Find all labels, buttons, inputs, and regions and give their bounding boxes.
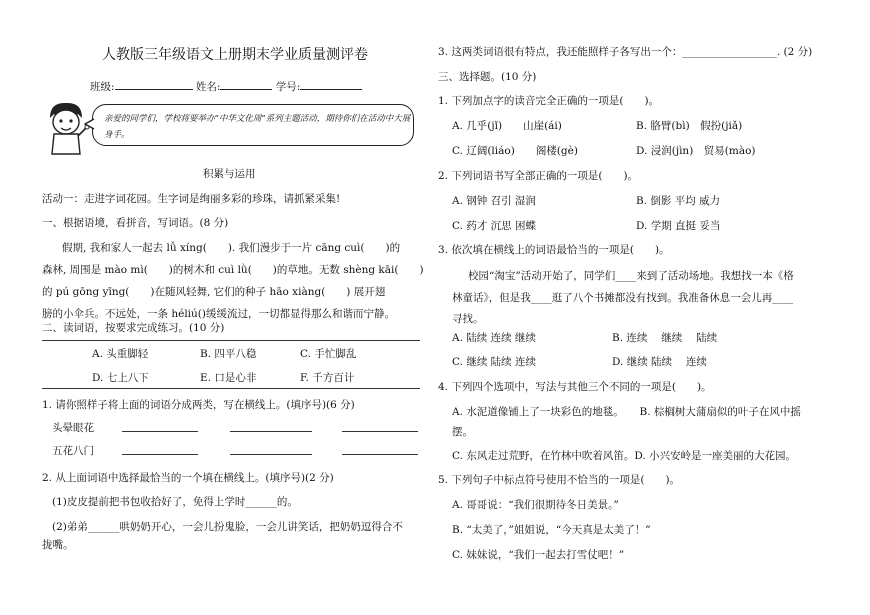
answer-line[interactable] (122, 431, 198, 432)
option-c: C. 手忙脚乱 (300, 348, 357, 360)
part-2-q2-a: (1)皮皮提前把书包收拾好了，免得上学时______的。 (52, 496, 298, 508)
mc-q1-opt-c[interactable]: C. 辽阔(liáo) 阁楼(gè) (452, 145, 578, 157)
student-cartoon-icon (42, 100, 90, 156)
part-3-heading: 三、选择题。(10 分) (438, 71, 537, 83)
mc-q3-opt-a[interactable]: A. 陆续 连续 继续 (452, 332, 536, 344)
pinyin-line: 假期, 我和家人一起去 lǚ xíng( ). 我们漫步于一片 cāng cuì( )的 (62, 242, 401, 254)
mc-q4-stem: 4. 下列四个选项中，写法与其他三个不同的一项是( )。 (438, 381, 712, 393)
part-1-heading: 一、根据语境，看拼音，写词语。(8 分) (42, 217, 229, 229)
mc-q4-opt[interactable]: A. 水泥道像铺上了一块彩色的地毯。 B. 棕榈树大蒲扇似的叶子在风中摇 (452, 406, 801, 418)
option-d: D. 七上八下 (92, 372, 149, 384)
answer-line[interactable] (342, 431, 418, 432)
bubble-tail-icon (84, 118, 96, 130)
mc-q3-opt-b[interactable]: B. 连续 继续 陆续 (612, 332, 718, 344)
mc-q5-stem: 5. 下列句子中标点符号使用不恰当的一项是( )。 (438, 474, 681, 486)
option-f: F. 千方百计 (300, 372, 355, 384)
mc-q3-passage: 林童话》，但是我____逛了八个书摊都没有找到。我准备休息一会儿再____ (452, 292, 794, 304)
mc-q5-opt-b[interactable]: B. “太美了，”姐姐说，“今天真是太美了！” (452, 524, 651, 536)
part-2-q2-b-cont: 拢嘴。 (42, 539, 74, 551)
id-label: 学号: (275, 81, 301, 93)
activity-1: 活动一：走进字词花园。生字词是绚丽多彩的珍珠，请抓紧采集! (42, 193, 341, 205)
mc-q1-opt-a[interactable]: A. 几乎(jǐ) 山崖(ái) (452, 120, 562, 132)
options-top-rule (42, 340, 420, 341)
mc-q3-stem: 3. 依次填在横线上的词语最恰当的一项是( )。 (438, 244, 670, 256)
student-info (90, 78, 362, 94)
option-a: A. 头重脚轻 (92, 348, 149, 360)
part-2-q1: 1. 请你照样子将上面的词语分成两类，写在横线上。(填序号)(6 分) (42, 399, 355, 411)
option-e: E. 口是心非 (200, 372, 257, 384)
mc-q2-opt-d[interactable]: D. 学期 直挺 妥当 (636, 220, 721, 232)
mc-q1-stem: 1. 下列加点字的读音完全正确的一项是( )。 (438, 95, 660, 107)
pinyin-line: 膀的小伞兵。不远处，一条 héliú()缓缓流过，一切都显得那么和谐而宁静。 (42, 308, 395, 320)
answer-line[interactable] (122, 454, 198, 455)
part-2-heading: 二、读词语，按要求完成练习。(10 分) (42, 322, 225, 334)
example-word-2: 五花八门 (52, 445, 94, 457)
bubble-text: 亲爱的同学们，学校将要举办“中华文化周”系列主题活动，期待你们在活动中大展身手。 (104, 114, 411, 140)
name-label: 姓名: (195, 81, 221, 93)
option-b: B. 四平八稳 (200, 348, 257, 360)
mc-q1-opt-b[interactable]: B. 胳臂(bì) 假扮(jiǎ) (636, 120, 743, 132)
pinyin-line: 森林, 周围是 mào mì( )的树木和 cuì lǜ( )的草地。无数 shèng kāi( ) (42, 264, 424, 276)
options-bottom-rule (42, 388, 420, 389)
part-2-q3: 3. 这两类词语很有特点，我还能照样子各写出一个：__________________. (2 分) (438, 46, 813, 58)
mc-q3-passage: 校园“淘宝”活动开始了，同学们____来到了活动场地。我想找一本《格 (468, 270, 794, 282)
mc-q3-opt-c[interactable]: C. 继续 陆续 连续 (452, 356, 537, 368)
example-word-1: 头晕眼花 (52, 422, 94, 434)
pinyin-line: 的 pú gōng yīng( )在随风轻舞, 它们的种子 hāo xiàng( ) 展开翅 (42, 286, 386, 298)
mc-q2-opt-c[interactable]: C. 药才 沉思 困蝶 (452, 220, 537, 232)
answer-line[interactable] (230, 454, 312, 455)
name-field[interactable] (220, 78, 272, 90)
mc-q5-opt-c[interactable]: C. 妹妹说，“我们一起去打雪仗吧！” (452, 549, 625, 561)
answer-line[interactable] (230, 431, 312, 432)
mc-q4-opt-cont: 摆。 (452, 426, 473, 438)
section-title: 积累与运用 (203, 168, 256, 180)
part-2-q2: 2. 从上面词语中选择最恰当的一个填在横线上。(填序号)(2 分) (42, 472, 334, 484)
page-title: 人教版三年级语文上册期末学业质量测评卷 (102, 47, 368, 63)
mc-q4-opt[interactable]: C. 东风走过荒野，在竹林中吹着风笛。D. 小兴安岭是一座美丽的大花园。 (452, 450, 797, 462)
mc-q3-opt-d[interactable]: D. 继续 陆续 连续 (612, 356, 707, 368)
mc-q1-opt-d[interactable]: D. 浸润(jìn) 贸易(mào) (636, 145, 756, 157)
mc-q3-passage: 寻找。 (452, 313, 484, 325)
id-field[interactable] (300, 78, 362, 90)
part-2-q2-b: (2)弟弟______哄奶奶开心，一会儿扮鬼脸，一会儿讲笑话，把奶奶逗得合不 (52, 521, 403, 533)
mc-q5-opt-a[interactable]: A. 哥哥说：“我们很期待冬日美景。” (452, 499, 619, 511)
class-label: 班级: (90, 81, 115, 93)
class-field[interactable] (115, 78, 193, 90)
mc-q2-stem: 2. 下列词语书写全部正确的一项是( )。 (438, 170, 639, 182)
answer-line[interactable] (342, 454, 418, 455)
mc-q2-opt-a[interactable]: A. 钢钟 召引 湿润 (452, 195, 536, 207)
mc-q2-opt-b[interactable]: B. 倒影 平均 威力 (636, 195, 721, 207)
